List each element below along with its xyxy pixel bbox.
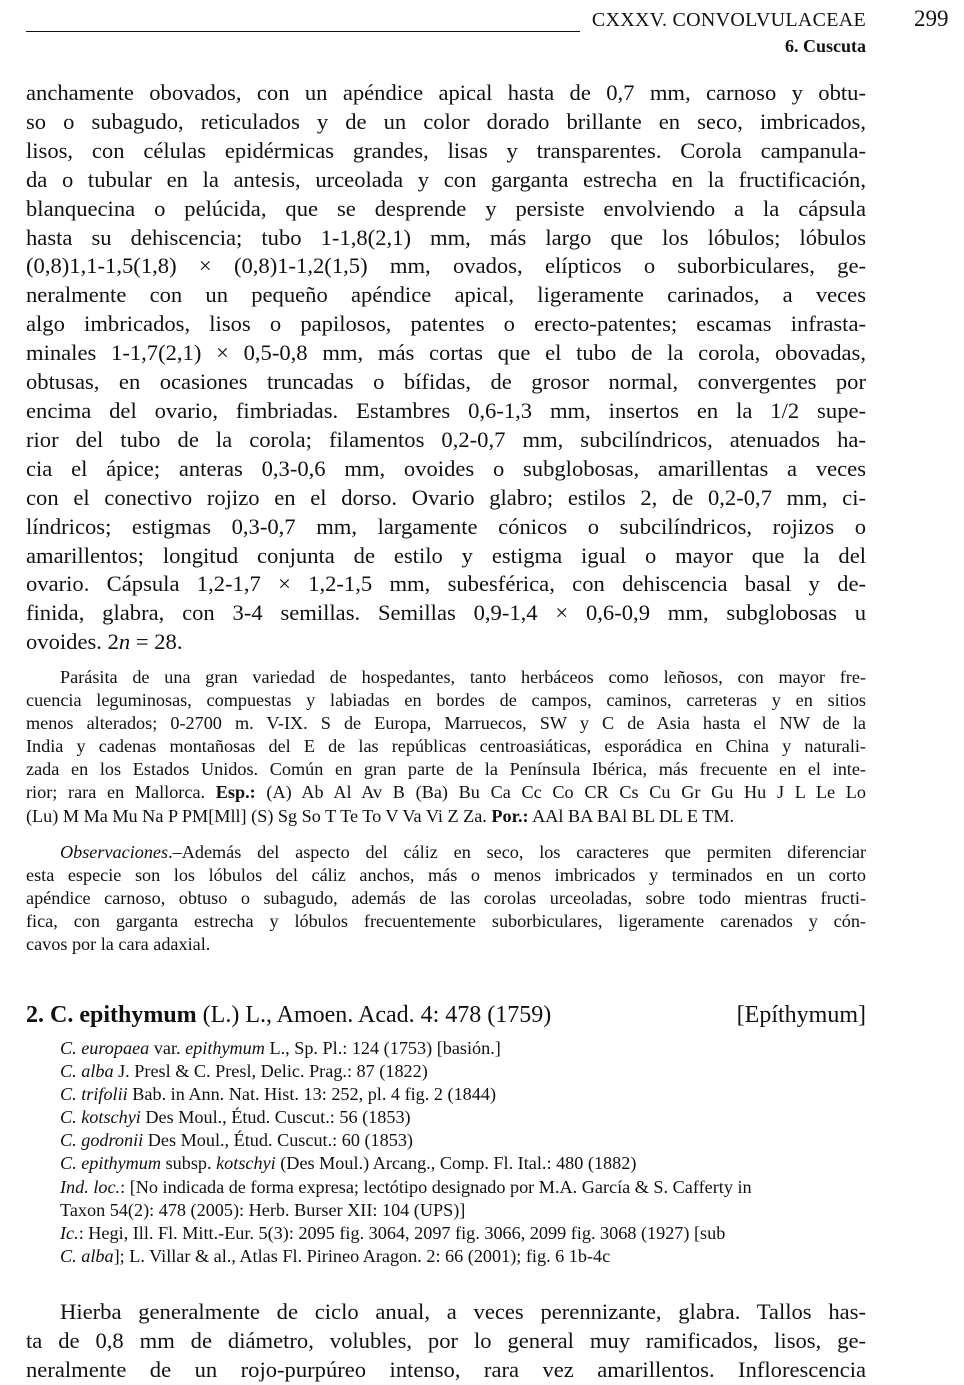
- text-span: minales 1-1,7(2,1) × 0,5-0,8 mm, más cortas que el tubo de la corola, obovadas,: [26, 340, 866, 366]
- text-line: [26, 689, 866, 712]
- text-line: [26, 933, 866, 956]
- text-line: [26, 542, 866, 571]
- text-line: [26, 455, 866, 484]
- text-line: [26, 513, 866, 542]
- text-line: [60, 1152, 866, 1175]
- text-line: [26, 758, 866, 781]
- text-span: subsp.: [161, 1153, 217, 1174]
- final-paragraph: [26, 1298, 866, 1385]
- text-span: apéndice carnoso, obtuso o subagudo, además de las corolas urceoladas, sobre todo mientras fructi-: [26, 888, 866, 909]
- text-span: cuencia leguminosas, compuestas y labiadas en bordes de campos, caminos, carreteras y en sitios: [26, 690, 866, 711]
- text-line: [60, 1176, 866, 1199]
- text-span: finida, glabra, con 3-4 semillas. Semillas 0,9-1,4 × 0,6-0,9 mm, subglobosas u: [26, 600, 866, 626]
- text-span: neralmente con un pequeño apéndice apical, ligeramente carinados, a veces: [26, 282, 866, 308]
- species-common-name: [Epíthymum]: [736, 1002, 866, 1028]
- text-span: (Des Moul.) Arcang., Comp. Fl. Ital.: 480 (1882): [275, 1153, 637, 1174]
- text-span: zada en los Estados Unidos. Común en gran parte de la Península Ibérica, más frecuente en el inte-: [26, 759, 866, 780]
- text-line: [26, 910, 866, 933]
- species-name: C. epithymum: [50, 1002, 197, 1028]
- running-title: CXXXV. CONVOLVULACEAE: [591, 9, 866, 31]
- text-span: J. Presl & C. Presl, Delic. Prag.: 87 (1822): [113, 1061, 428, 1082]
- text-span: obtusas, en ocasiones truncadas o bífidas, de grosor normal, convergentes por: [26, 369, 866, 395]
- text-line: [60, 1106, 866, 1129]
- text-line: [26, 484, 866, 513]
- text-line: [26, 310, 866, 339]
- text-span: neralmente de un rojo-purpúreo intenso, rara vez amarillentos. Inflorescencia: [26, 1356, 866, 1382]
- genus-heading: 6. Cuscuta: [784, 36, 866, 56]
- italic-text: Ind. loc.: [60, 1176, 121, 1197]
- text-span: amarillentos; longitud conjunta de estilo y estigma igual o mayor que la del: [26, 542, 866, 568]
- text-span: rior del tubo de la corola; filamentos 0,2-0,7 mm, subcilíndricos, atenuados ha-: [26, 426, 866, 452]
- italic-text: Observaciones: [60, 842, 169, 862]
- text-line: [26, 666, 866, 689]
- italic-text: C. godronii: [60, 1130, 144, 1151]
- text-line: [26, 570, 866, 599]
- bold-text: Esp.:: [215, 782, 256, 803]
- text-line: [60, 1199, 866, 1222]
- text-span: ovario. Cápsula 1,2-1,7 × 1,2-1,5 mm, subesférica, con dehiscencia basal y de-: [26, 571, 866, 597]
- italic-text: epithymum: [185, 1038, 265, 1058]
- italic-text: kotschyi: [216, 1153, 276, 1174]
- text-span: cia el ápice; anteras 0,3-0,6 mm, ovoides o subglobosas, amarillentas a veces: [26, 455, 866, 481]
- page-number: 299: [914, 6, 949, 31]
- text-line: [26, 805, 866, 828]
- text-line: [26, 195, 866, 224]
- text-line: [26, 166, 866, 195]
- species-authority: (L.) L., Amoen. Acad. 4: 478 (1759): [196, 1002, 552, 1028]
- text-span: anchamente obovados, con un apéndice apical hasta de 0,7 mm, carnoso y obtu-: [26, 80, 866, 105]
- text-line: [60, 1129, 866, 1152]
- text-line: [60, 1083, 866, 1106]
- italic-text: Ic.: [60, 1222, 79, 1243]
- text-span: AAl BA BAl BL DL E TM.: [528, 805, 735, 826]
- text-span: da o tubular en la antesis, urceolada y con garganta estrecha en la fructificación,: [26, 166, 866, 192]
- text-line: [60, 1037, 866, 1060]
- text-span: (Lu) M Ma Mu Na P PM[Mll] (S) Sg So T Te To V Va Vi Z Za.: [26, 805, 492, 826]
- habitat-paragraph: [26, 666, 866, 828]
- text-line: [26, 628, 866, 657]
- text-span: fica, con garganta estrecha y lóbulos frecuentemente suborbiculares, ligeramente carenados y cón-: [26, 911, 866, 932]
- text-span: Taxon 54(2): 478 (2005): Herb. Burser XII: 104 (UPS)]: [60, 1199, 466, 1220]
- text-span: var.: [149, 1038, 186, 1058]
- species-number: 2.: [26, 1002, 44, 1028]
- italic-text: C. alba: [60, 1245, 114, 1266]
- text-line: [26, 224, 866, 253]
- text-span: : [No indicada de forma expresa; lectótipo designado por M.A. García & S. Cafferty in: [120, 1176, 752, 1197]
- text-line: [26, 712, 866, 735]
- italic-text: n: [118, 629, 131, 655]
- italic-text: C. trifolii: [60, 1084, 128, 1105]
- text-span: Parásita de una gran variedad de hospedantes, tanto herbáceos como leñosos, con mayor fre-: [60, 667, 866, 687]
- species-title: [26, 1000, 551, 1030]
- description-paragraph: [26, 79, 866, 657]
- text-line: [26, 841, 866, 864]
- header-rule: [26, 31, 580, 32]
- text-span: (A) Ab Al Av B (Ba) Bu Ca Cc Co CR Cs Cu Gr Gu Hu J L Le Lo: [255, 782, 866, 803]
- text-line: [26, 887, 866, 910]
- text-span: esta especie son los lóbulos del cáliz anchos, más o menos imbricados y terminados en un corto: [26, 865, 866, 886]
- italic-text: C. europaea: [60, 1038, 150, 1058]
- observations-paragraph: [26, 841, 866, 956]
- text-line: [26, 252, 866, 281]
- text-line: [26, 426, 866, 455]
- text-span: : Hegi, Ill. Fl. Mitt.-Eur. 5(3): 2095 fig. 3064, 2097 fig. 3066, 2099 fig. 3068 (1927) [sub: [78, 1222, 726, 1243]
- text-line: [60, 1245, 866, 1268]
- text-line: [26, 79, 866, 108]
- text-span: con el conectivo rojizo en el dorso. Ovario glabro; estilos 2, de 0,2-0,7 mm, ci-: [26, 484, 866, 510]
- text-span: rior; rara en Mallorca.: [26, 782, 216, 803]
- text-line: [26, 1356, 866, 1385]
- text-span: Des Moul., Étud. Cuscut.: 60 (1853): [143, 1130, 413, 1151]
- text-span: ovoides. 2: [26, 629, 119, 655]
- text-span: ]; L. Villar & al., Atlas Fl. Pirineo Aragon. 2: 66 (2001); fig. 6 1b-4c: [113, 1245, 611, 1266]
- text-span: (0,8)1,1-1,5(1,8) × (0,8)1-1,2(1,5) mm, ovados, elípticos o suborbiculares, ge-: [26, 253, 866, 279]
- text-span: Hierba generalmente de ciclo anual, a veces perennizante, glabra. Tallos has-: [60, 1299, 866, 1324]
- species-heading: [26, 1000, 866, 1030]
- text-span: algo imbricados, lisos o papilosos, patentes o erecto-patentes; escamas infrasta-: [26, 311, 866, 337]
- text-line: [26, 781, 866, 804]
- text-line: [26, 735, 866, 758]
- text-span: India y cadenas montañosas del E de las repúblicas centroasiáticas, esporádica en China y naturali-: [26, 736, 866, 757]
- text-line: [26, 1298, 866, 1327]
- synonym-list: [60, 1037, 866, 1268]
- text-span: = 28.: [130, 629, 183, 655]
- text-line: [26, 397, 866, 426]
- text-span: menos alterados; 0-2700 m. V-IX. S de Europa, Marruecos, SW y C de Asia hasta el NW de la: [26, 713, 866, 734]
- text-span: so o subagudo, reticulados y de un color dorado brillante en seco, imbricados,: [26, 108, 866, 134]
- text-span: .–Además del aspecto del cáliz en seco, los caracteres que permiten diferenciar: [168, 842, 866, 862]
- text-line: [26, 108, 866, 137]
- text-line: [26, 864, 866, 887]
- text-line: [26, 368, 866, 397]
- text-span: líndricos; estigmas 0,3-0,7 mm, largamente cónicos o subcilíndricos, rojizos o: [26, 513, 866, 539]
- italic-text: C. alba: [60, 1061, 114, 1082]
- text-line: [26, 281, 866, 310]
- text-line: [26, 599, 866, 628]
- text-line: [26, 339, 866, 368]
- bold-text: Por.:: [491, 805, 529, 826]
- text-span: cavos por la cara adaxial.: [26, 934, 211, 955]
- text-line: [60, 1222, 866, 1245]
- text-span: ta de 0,8 mm de diámetro, volubles, por lo general muy ramificados, lisos, ge-: [26, 1327, 866, 1353]
- text-span: hasta su dehiscencia; tubo 1-1,8(2,1) mm, más largo que los lóbulos; lóbulos: [26, 224, 866, 250]
- text-span: encima del ovario, fimbriadas. Estambres 0,6-1,3 mm, insertos en la 1/2 supe-: [26, 397, 866, 423]
- text-span: Des Moul., Étud. Cuscut.: 56 (1853): [140, 1107, 411, 1128]
- text-span: Bab. in Ann. Nat. Hist. 13: 252, pl. 4 fig. 2 (1844): [127, 1084, 496, 1105]
- text-span: L., Sp. Pl.: 124 (1753) [basión.]: [264, 1038, 501, 1058]
- text-line: [26, 1327, 866, 1356]
- text-span: lisos, con células epidérmicas grandes, lisas y transparentes. Corola campanula-: [26, 137, 866, 163]
- italic-text: C. kotschyi: [60, 1107, 141, 1128]
- text-line: [26, 137, 866, 166]
- text-line: [60, 1060, 866, 1083]
- text-span: blanquecina o pelúcida, que se desprende y persiste envolviendo a la cápsula: [26, 195, 866, 221]
- italic-text: C. epithymum: [60, 1153, 162, 1174]
